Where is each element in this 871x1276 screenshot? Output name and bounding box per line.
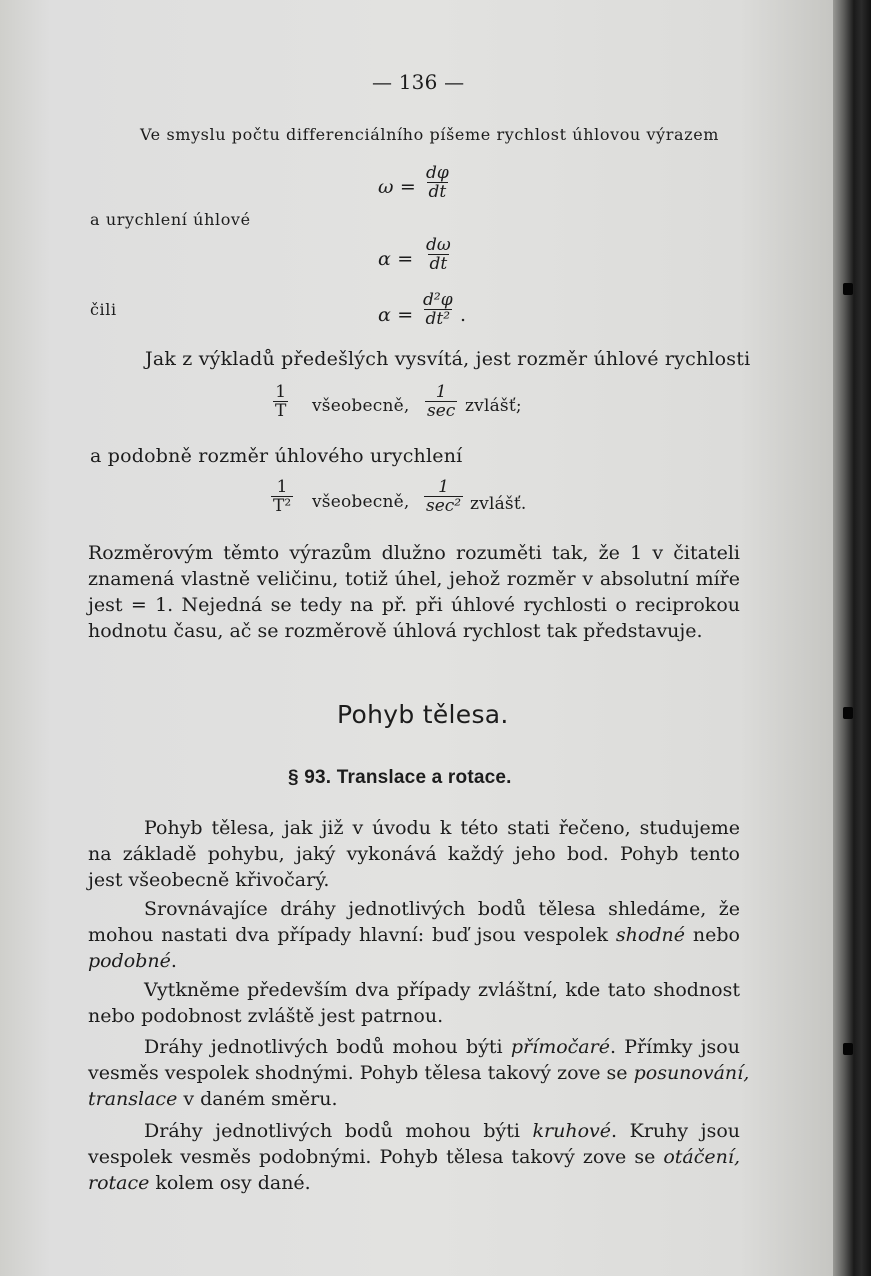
text-run: mohou nastati dva případy hlavní: buď jsou vespolek [88,924,616,946]
text-run: Dráhy jednotlivých bodů mohou býti [144,1120,533,1142]
eq-alpha2-lhs: α = [378,304,414,326]
word-zvlast-2: zvlášť. [470,494,527,514]
frac-den: sec² [426,496,462,516]
dims-line-2: a podobně rozměr úhlového urychlení [90,445,463,467]
label-accel: a urychlení úhlové [90,210,251,229]
frac-den: sec [427,401,456,421]
eq-alpha2-num: d²φ [423,290,453,310]
eq-omega-den: dt [428,182,447,202]
word-vseobecne-2: všeobecně, [312,492,410,512]
text-line: Srovnávajíce dráhy jednotlivých bodů tělesa shledáme, že [144,898,740,920]
heading-pohyb-telesa: Pohyb tělesa. [337,700,509,729]
binding-stitch [843,707,853,719]
text-run: kolem osy dané. [149,1172,311,1194]
text-line [88,1170,740,1196]
frac-den: T² [273,496,292,516]
text-line [88,1118,740,1144]
frac-1-over-T [273,383,288,420]
italic-term: podobné [88,950,171,972]
frac-den: T [275,401,287,421]
text-line: Pohyb tělesa, jak již v úvodu k této stati řečeno, studujeme [144,817,740,839]
text-run: . Přímky jsou [609,1036,740,1058]
text-line: nebo podobnost zvláště jest patrnou. [88,1005,444,1027]
text-run: nebo [684,924,741,946]
italic-term: shodné [615,924,685,946]
binding-stitch [843,283,853,295]
word-zvlast-1: zvlášť; [465,396,522,416]
text-line: jest = 1. Nejedná se tedy na př. při úhlové rychlosti o reciprokou [88,594,740,616]
paragraph-dimensions [88,540,740,644]
text-line: Vytkněme především dva případy zvláštní, kde tato shodnost [144,979,740,1001]
text-run: . [170,950,177,972]
text-line: hodnotu času, ač se rozměrově úhlová rychlost tak představuje. [88,620,703,642]
eq-alpha-lhs: α = [378,248,414,270]
eq-alpha2-fraction [421,291,455,328]
text-run: vespolek vesměs podobnými. Pohyb tělesa takový zove se [88,1146,664,1168]
page-number: — 136 — [372,70,465,94]
paragraph-comparison [88,896,740,974]
eq-omega-fraction [424,164,451,201]
eq-alpha-num: dω [426,235,451,255]
binding-stitch [843,1043,853,1055]
eq-alpha-den: dt [429,254,448,274]
frac-num: 1 [275,382,287,402]
frac-num: 1 [438,477,449,497]
frac-num: 1 [435,382,447,402]
book-binding [833,0,871,1276]
text-line: jest všeobecně křivočarý. [88,869,330,891]
italic-term: translace [88,1088,178,1110]
paragraph-motion [88,815,740,893]
text-line: Rozměrovým těmto výrazům dlužno rozuměti tak, že 1 v čitateli [88,542,740,564]
text-line [88,948,740,974]
eq-omega-lhs: ω = [378,176,417,198]
text-run: Dráhy jednotlivých bodů mohou býti [144,1036,511,1058]
italic-term: kruhové [532,1120,612,1142]
text-line [88,1086,740,1112]
italic-term: přímočaré [510,1036,610,1058]
italic-term: posunování, [633,1062,750,1084]
paragraph-special-cases [88,977,740,1029]
paragraph-rotation [88,1118,740,1196]
intro-line: Ve smyslu počtu differenciálního píšeme rychlost úhlovou výrazem [140,125,720,144]
word-vseobecne-1: všeobecně, [312,396,410,416]
eq-alpha-fraction [424,236,453,273]
label-cili: čili [90,300,117,319]
frac-1-over-sec [425,383,457,420]
text-line [88,922,740,948]
text-line [88,1060,750,1086]
italic-term: otáčení, [663,1146,740,1168]
eq-omega-num: dφ [426,163,449,183]
paragraph-translation [88,1034,750,1112]
italic-term: rotace [88,1172,150,1194]
text-line [88,1034,740,1060]
text-run: . Kruhy jsou [611,1120,741,1142]
text-line [88,1144,740,1170]
frac-1-over-sec2 [424,478,463,515]
text-line: znamená vlastně veličinu, totiž úhel, jehož rozměr v absolutní míře [88,568,740,590]
frac-1-over-T2 [271,478,293,515]
text-run: v daném směru. [177,1088,338,1110]
frac-num: 1 [276,477,288,497]
dims-line: Jak z výkladů předešlých vysvítá, jest rozměr úhlové rychlosti [145,348,751,370]
eq-alpha2-den: dt² [425,309,451,329]
eq-alpha2-period: . [460,304,467,326]
section-heading: § 93. Translace a rotace. [288,767,512,788]
text-run: vesměs vespolek shodnými. Pohyb tělesa takový zove se [88,1062,634,1084]
text-line: na základě pohybu, jaký vykonává každý jeho bod. Pohyb tento [88,843,740,865]
